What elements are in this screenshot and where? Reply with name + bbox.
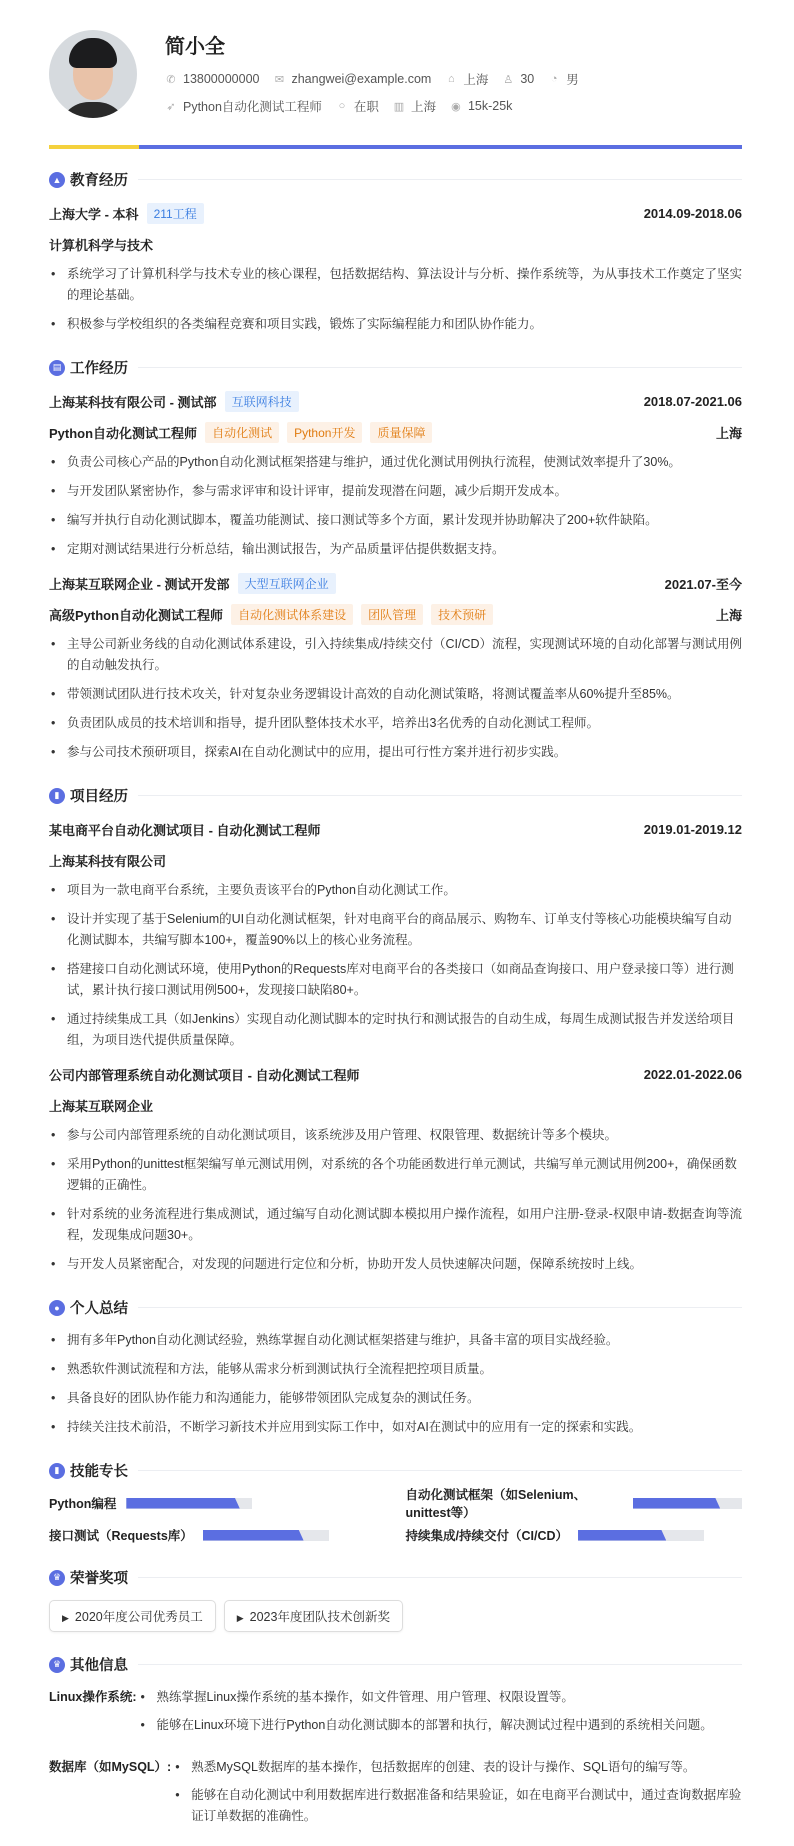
skill-item — [406, 1525, 743, 1545]
triangle-right-icon: ▶ — [62, 1613, 69, 1623]
skill-level-fill — [203, 1530, 304, 1541]
phone: 13800000000 — [183, 72, 260, 86]
project-org: 上海某科技有限公司 — [49, 853, 167, 869]
skill-item — [49, 1525, 386, 1545]
bullet-item: • 定期对测试结果进行分析总结，输出测试报告，为产品质量评估提供数据支持。 — [49, 539, 742, 560]
award-label: 2020年度公司优秀员工 — [74, 1610, 203, 1624]
job-status: 在职 — [353, 100, 379, 114]
section-title: 个人总结 — [70, 1301, 128, 1317]
education-bullets — [49, 264, 742, 335]
skill-item — [49, 1493, 386, 1513]
bullet-item: • 参与公司技术预研项目，探索AI在自动化测试中的应用，提出可行性方案并进行初步实践。 — [49, 742, 742, 763]
industry-tag: 互联网科技 — [225, 391, 299, 412]
bullet-item: • 设计并实现了基于Selenium的UI自动化测试框架，针对电商平台的商品展示、购物车、订单支付等核心功能模块编写自动化测试脚本，共编写脚本100+，覆盖90%以上的核心业务流程。 — [49, 909, 742, 951]
building-icon: ▥ — [393, 100, 405, 113]
company: 上海某科技有限公司 - 测试部 — [49, 394, 217, 410]
section-title: 其他信息 — [70, 1658, 128, 1674]
send-icon: ➶ — [166, 100, 176, 113]
bullet-item: • 负责公司核心产品的Python自动化测试框架搭建与维护，通过优化测试用例执行流程，使测试效率提升了30%。 — [49, 452, 742, 473]
bullet-item: • 通过持续集成工具（如Jenkins）实现自动化测试脚本的定时执行和测试报告的自动生成，每周生成测试报告并发送给项目组，为项目迭代提供质量保障。 — [49, 1009, 742, 1051]
section-title: 教育经历 — [70, 173, 128, 189]
section-projects — [49, 785, 742, 806]
gender: 男 — [566, 73, 579, 87]
bullet-item: • 熟练掌握Linux操作系统的基本操作，如文件管理、用户管理、权限设置等。 — [137, 1687, 743, 1708]
skill-level-bar — [578, 1530, 704, 1541]
role: 高级Python自动化测试工程师 — [49, 607, 224, 623]
bar-chart-icon: ▮ — [49, 1463, 65, 1479]
mail-icon: ✉ — [274, 73, 285, 86]
job-intent-row — [165, 97, 526, 115]
avatar — [49, 30, 137, 118]
skill-name: 接口测试（Requests库） — [49, 1529, 193, 1543]
section-summary — [49, 1297, 742, 1318]
section-title: 荣誉奖项 — [70, 1571, 128, 1587]
work-date: 2021.07-至今 — [664, 576, 742, 592]
section-title: 工作经历 — [70, 361, 128, 377]
project-name: 公司内部管理系统自动化测试项目 - 自动化测试工程师 — [49, 1067, 360, 1083]
award-label: 2023年度团队技术创新奖 — [249, 1610, 390, 1624]
position: Python自动化测试工程师 — [183, 100, 322, 114]
skill-item — [405, 1488, 743, 1520]
chart-icon: ▮ — [49, 788, 65, 804]
age: 30 — [520, 72, 535, 86]
section-skills — [49, 1460, 742, 1481]
skill-level-bar — [126, 1498, 252, 1509]
work-bullets — [49, 452, 742, 560]
skill-tag: 自动化测试体系建设 — [231, 604, 353, 625]
award-item[interactable] — [224, 1600, 403, 1632]
email: zhangwei@example.com — [291, 72, 432, 86]
project-date: 2019.01-2019.12 — [643, 821, 742, 837]
section-title: 项目经历 — [70, 789, 128, 805]
bullet-item: • 与开发人员紧密配合，对发现的问题进行定位和分析，协助开发人员快速解决问题，保障系统按时上线。 — [49, 1254, 742, 1275]
bullet-item: • 主导公司新业务线的自动化测试体系建设，引入持续集成/持续交付（CI/CD）流程，实现测试环境的自动化部署与测试用例的自动触发执行。 — [49, 634, 742, 676]
gender-icon: ◔ — [550, 73, 558, 85]
skill-level-fill — [578, 1530, 666, 1541]
bullet-item: • 带领测试团队进行技术攻关，针对复杂业务逻辑设计高效的自动化测试策略，将测试覆盖率从60%提升至85%。 — [49, 684, 742, 705]
other-key: 数据库（如MySQL）: — [49, 1760, 172, 1774]
bullet-item: • 采用Python的unittest框架编写单元测试用例，对系统的各个功能函数进行单元测试，共编写单元测试用例200+，确保函数逻辑的正确性。 — [49, 1154, 742, 1196]
major: 计算机科学与技术 — [49, 237, 154, 253]
info-icon: ♛ — [49, 1657, 65, 1673]
role: Python自动化测试工程师 — [49, 425, 198, 441]
project-date: 2022.01-2022.06 — [643, 1066, 742, 1082]
bullet-item: • 负责团队成员的技术培训和指导，提升团队整体技术水平，培养出3名优秀的自动化测试工程师。 — [49, 713, 742, 734]
bullet-item: • 搭建接口自动化测试环境，使用Python的Requests库对电商平台的各类接口（如商品查询接口、用户登录接口等）进行测试，累计执行接口测试用例500+，发现接口缺陷80+。 — [49, 959, 742, 1001]
skill-level-fill — [633, 1498, 720, 1509]
section-title: 技能专长 — [70, 1464, 128, 1480]
award-icon: ♛ — [49, 1570, 65, 1586]
skill-level-fill — [126, 1498, 239, 1509]
header-divider — [49, 145, 742, 149]
award-item[interactable] — [49, 1600, 216, 1632]
skill-tag: 自动化测试 — [205, 422, 279, 443]
bullet-item: • 积极参与学校组织的各类编程竞赛和项目实践，锻炼了实际编程能力和团队协作能力。 — [49, 314, 742, 335]
bullet-item: • 熟悉软件测试流程和方法，能够从需求分析到测试执行全流程把控项目质量。 — [49, 1359, 742, 1380]
bullet-item: • 针对系统的业务流程进行集成测试，通过编写自动化测试脚本模拟用户操作流程，如用户注册-登录-权限申请-数据查询等流程，发现集成问题30+。 — [49, 1204, 742, 1246]
project-bullets — [49, 1125, 742, 1275]
bullet-item: • 能够在自动化测试中利用数据库进行数据准备和结果验证，如在电商平台测试中，通过查询数据库验证订单数据的准确性。 — [171, 1785, 742, 1827]
other-bullets — [171, 1757, 742, 1834]
bullet-item: • 系统学习了计算机科学与技术专业的核心课程，包括数据结构、算法设计与分析、操作系统等，为从事技术工作奠定了坚实的理论基础。 — [49, 264, 742, 306]
skill-tag: 质量保障 — [370, 422, 432, 443]
section-awards — [49, 1567, 742, 1588]
skills-grid — [49, 1488, 742, 1545]
bullet-item: • 持续关注技术前沿，不断学习新技术并应用到实际工作中，如对AI在测试中的应用有一定的探索和实践。 — [49, 1417, 742, 1438]
salary: 15k-25k — [467, 99, 513, 113]
hometown: 上海 — [463, 73, 489, 87]
skill-tag: 技术预研 — [431, 604, 493, 625]
skill-name: Python编程 — [49, 1497, 117, 1511]
bullet-item: • 与开发团队紧密协作，参与需求评审和设计评审，提前发现潜在问题，减少后期开发成本。 — [49, 481, 742, 502]
work-city: 上海 — [715, 607, 742, 623]
phone-icon: ✆ — [166, 73, 176, 86]
status-icon: ○ — [338, 100, 346, 112]
project-org: 上海某互联网企业 — [49, 1098, 154, 1114]
bullet-item: • 熟悉MySQL数据库的基本操作，包括数据库的创建、表的设计与操作、SQL语句的编写等。 — [171, 1757, 742, 1778]
briefcase-icon: ▤ — [49, 360, 65, 376]
summary-bullets — [49, 1330, 742, 1438]
city: 上海 — [410, 100, 436, 114]
triangle-right-icon: ▶ — [236, 1613, 244, 1623]
project-bullets — [49, 880, 742, 1051]
bullet-item: • 参与公司内部管理系统的自动化测试项目，该系统涉及用户管理、权限管理、数据统计等多个模块。 — [49, 1125, 742, 1146]
work-city: 上海 — [715, 425, 742, 441]
section-other — [49, 1654, 742, 1675]
bullet-item: • 拥有多年Python自动化测试经验，熟练掌握自动化测试框架搭建与维护，具备丰富的项目实战经验。 — [49, 1330, 742, 1351]
bullet-item: • 项目为一款电商平台系统，主要负责该平台的Python自动化测试工作。 — [49, 880, 742, 901]
skill-tag: 团队管理 — [361, 604, 423, 625]
skill-name: 自动化测试框架（如Selenium、unittest等） — [405, 1488, 587, 1520]
other-key: Linux操作系统: — [49, 1690, 137, 1704]
other-bullets — [137, 1687, 743, 1743]
home-icon: ⌂ — [448, 73, 455, 85]
graduation-cap-icon: ▲ — [49, 172, 65, 188]
contact-row — [165, 70, 593, 88]
skill-level-bar — [203, 1530, 329, 1541]
edu-date: 2014.09-2018.06 — [643, 205, 742, 221]
bullet-item: • 能够在Linux环境下进行Python自动化测试脚本的部署和执行，解决测试过程中遇到的系统相关问题。 — [137, 1715, 743, 1736]
school: 上海大学 - 本科 — [49, 206, 139, 222]
bullet-item: • 具备良好的团队协作能力和沟通能力，能够带领团队完成复杂的测试任务。 — [49, 1388, 742, 1409]
project-name: 某电商平台自动化测试项目 - 自动化测试工程师 — [49, 822, 321, 838]
age-icon: ♙ — [503, 73, 514, 86]
school-tag: 211工程 — [147, 203, 204, 224]
candidate-name: 简小全 — [165, 36, 225, 58]
bullet-item: • 编写并执行自动化测试脚本，覆盖功能测试、接口测试等多个方面，累计发现并协助解决了200+软件缺陷。 — [49, 510, 742, 531]
profile-header — [49, 0, 742, 147]
company: 上海某互联网企业 - 测试开发部 — [49, 576, 230, 592]
section-work — [49, 357, 742, 378]
skill-tag: Python开发 — [287, 422, 362, 443]
skill-level-bar — [633, 1498, 742, 1509]
user-icon: ● — [49, 1300, 65, 1316]
salary-icon: ◉ — [451, 100, 461, 113]
skill-name: 持续集成/持续交付（CI/CD） — [405, 1529, 569, 1543]
industry-tag: 大型互联网企业 — [238, 573, 336, 594]
work-date: 2018.07-2021.06 — [643, 393, 742, 409]
work-bullets — [49, 634, 742, 763]
section-education — [49, 169, 742, 190]
